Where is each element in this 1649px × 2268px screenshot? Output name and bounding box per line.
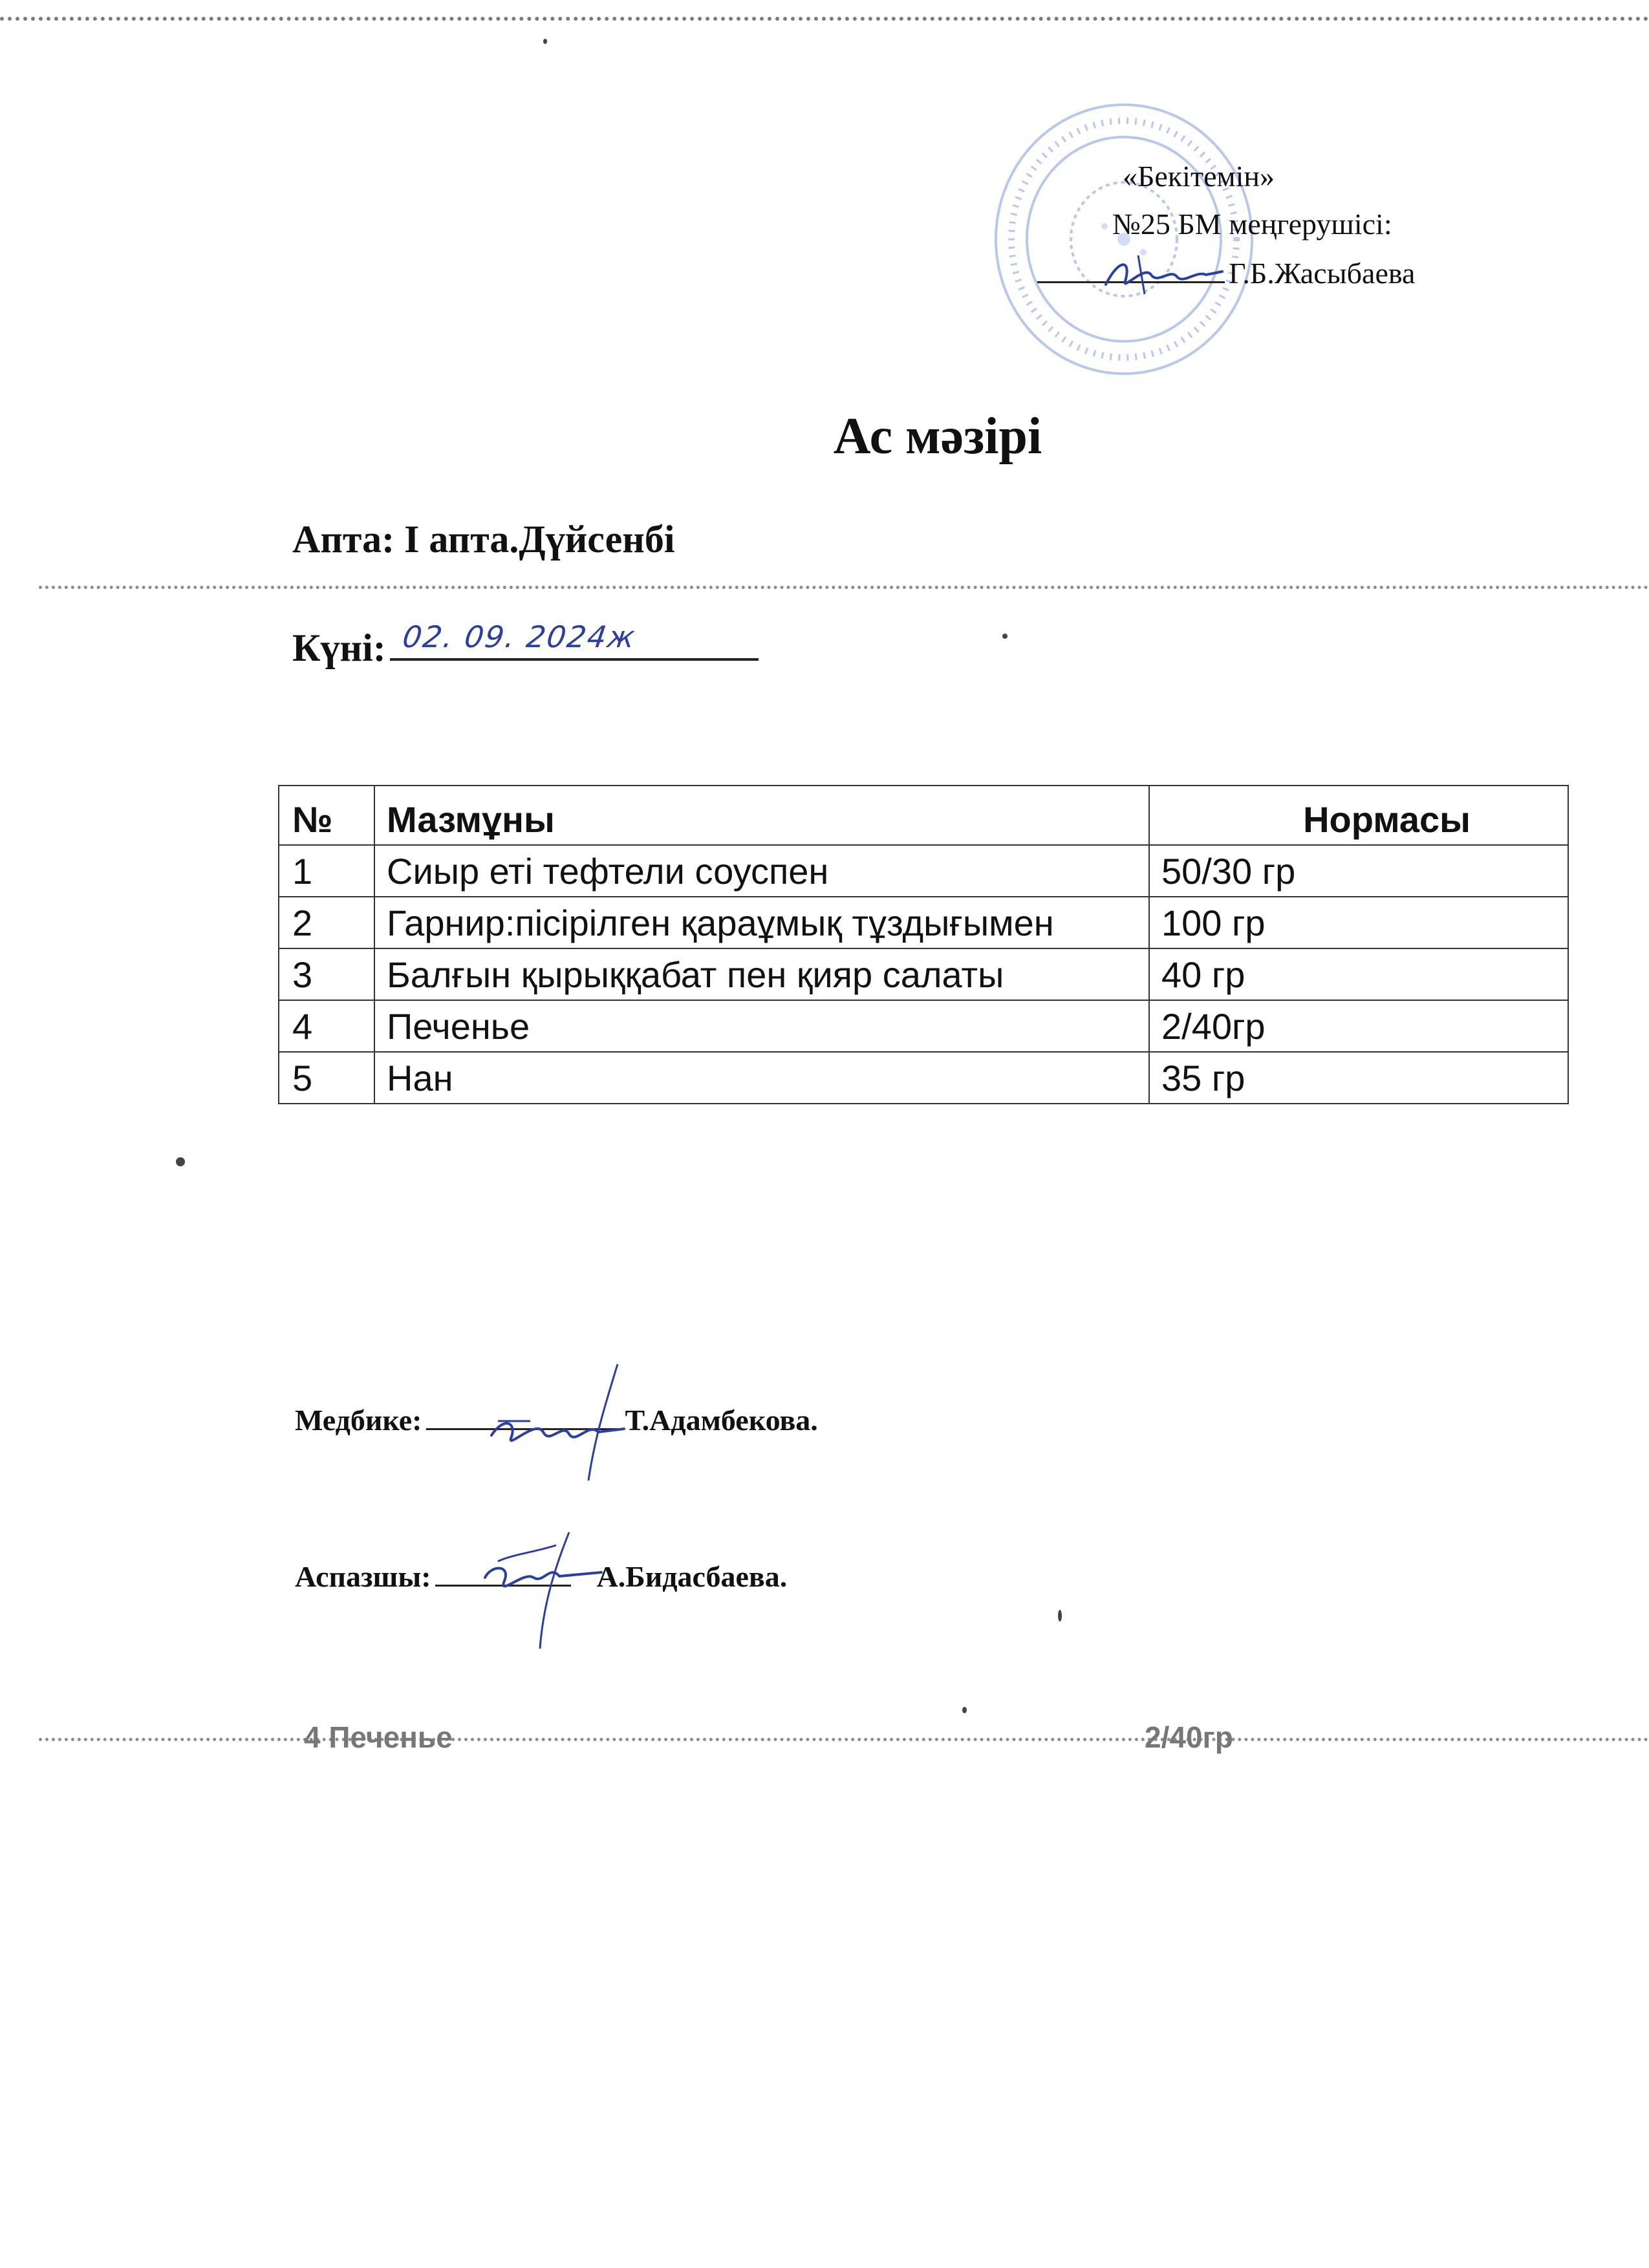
header-num: № xyxy=(279,786,374,845)
cook-name: А.Бидасбаева. xyxy=(596,1560,788,1593)
menu-table xyxy=(278,785,1569,1104)
row-norm: 2/40гр xyxy=(1149,1000,1568,1052)
row-content: Гарнир:пісірілген қараұмық тұздығымен xyxy=(374,897,1149,948)
cook-signature-row xyxy=(295,1559,787,1594)
bleed-through-text: 4 Печенье xyxy=(304,1720,453,1754)
row-num: 1 xyxy=(279,845,374,897)
date-label: Күні: xyxy=(292,626,386,669)
table-row xyxy=(279,1000,1568,1052)
signature-blank xyxy=(426,1405,620,1430)
date-field xyxy=(390,619,759,661)
bleed-through-text: 2/40гр xyxy=(1145,1720,1233,1754)
approval-position: №25 БМ меңгерушісі: xyxy=(1112,208,1392,241)
scan-speck xyxy=(543,39,547,44)
row-num: 5 xyxy=(279,1052,374,1104)
approval-signature-line xyxy=(1037,250,1415,297)
date-row xyxy=(292,619,759,670)
approval-label: «Бекітемін» xyxy=(1123,160,1275,193)
row-norm: 40 гр xyxy=(1149,948,1568,1000)
table-row xyxy=(279,948,1568,1000)
nurse-signature-row xyxy=(295,1403,818,1437)
nurse-name: Т.Адамбекова. xyxy=(625,1404,818,1437)
nurse-label: Медбике: xyxy=(295,1404,422,1437)
scan-speck xyxy=(176,1157,185,1166)
cook-label: Аспазшы: xyxy=(295,1560,431,1593)
row-content: Балғын қырыққабат пен қияр салаты xyxy=(374,948,1149,1000)
table-row xyxy=(279,897,1568,948)
page-title: Ас мәзірі xyxy=(833,408,1042,465)
scan-artifact-line xyxy=(39,586,1649,589)
row-num: 3 xyxy=(279,948,374,1000)
table-header-row xyxy=(279,786,1568,845)
row-norm: 100 гр xyxy=(1149,897,1568,948)
row-content: Печенье xyxy=(374,1000,1149,1052)
table-row xyxy=(279,845,1568,897)
approval-name: Г.Б.Жасыбаева xyxy=(1229,257,1416,290)
row-num: 4 xyxy=(279,1000,374,1052)
scan-artifact-line xyxy=(39,1738,1649,1741)
header-content: Мазмұны xyxy=(374,786,1149,845)
week-line: Апта: І апта.Дүйсенбі xyxy=(292,518,675,561)
row-norm: 35 гр xyxy=(1149,1052,1568,1104)
scan-speck xyxy=(1058,1610,1062,1621)
date-value: 02. 09. 2024ж xyxy=(400,619,638,654)
scan-border-top xyxy=(0,17,1649,21)
row-norm: 50/30 гр xyxy=(1149,845,1568,897)
signature-blank xyxy=(435,1561,571,1587)
scan-speck xyxy=(1002,634,1008,639)
scan-speck xyxy=(962,1707,967,1713)
row-content: Сиыр еті тефтели соуспен xyxy=(374,845,1149,897)
header-norm: Нормасы xyxy=(1149,786,1568,845)
row-num: 2 xyxy=(279,897,374,948)
signature-blank xyxy=(1037,255,1225,283)
row-content: Нан xyxy=(374,1052,1149,1104)
table-row xyxy=(279,1052,1568,1104)
